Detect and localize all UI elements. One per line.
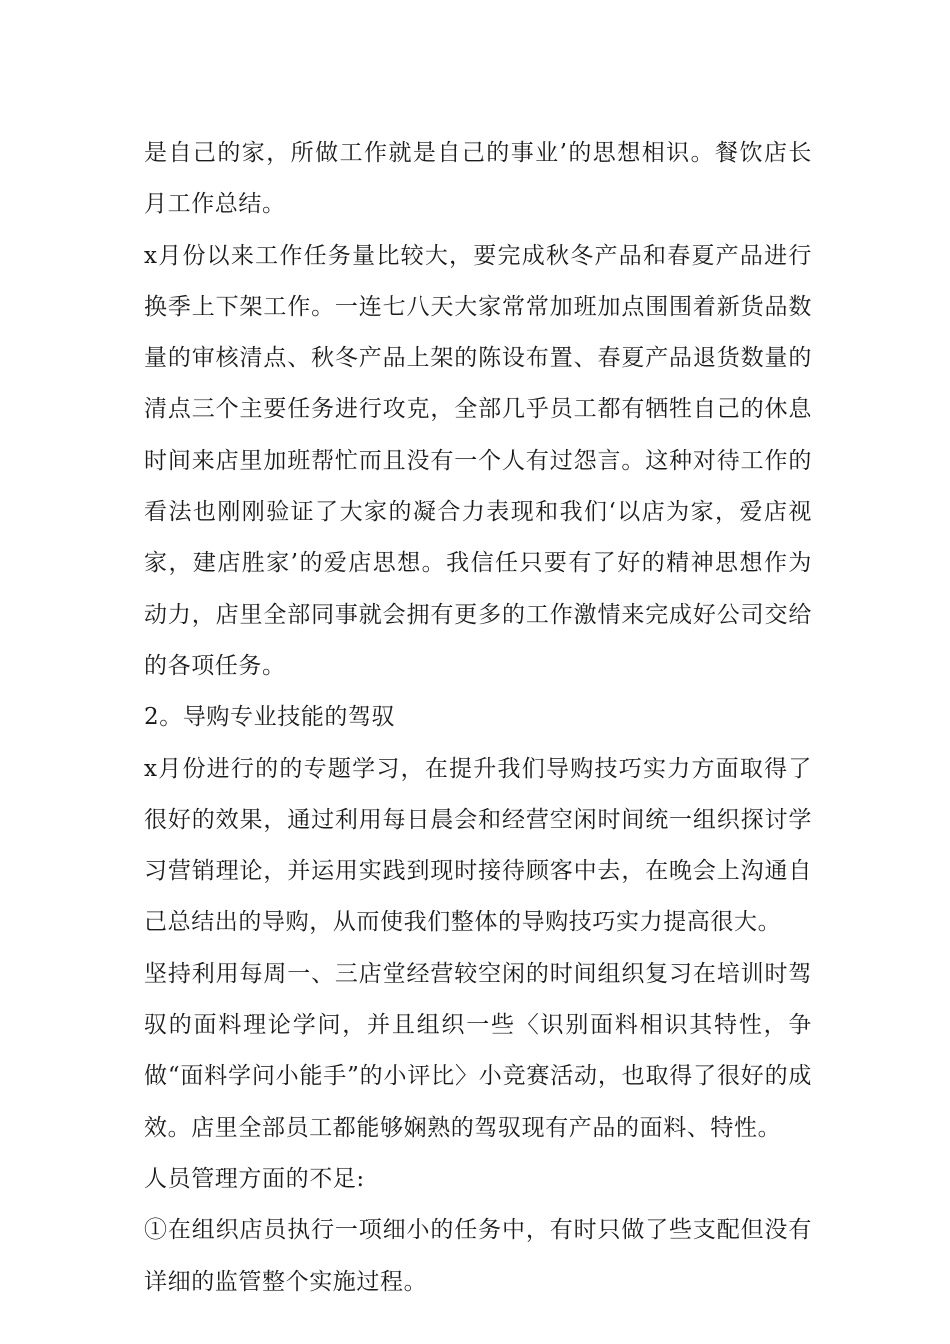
paragraph-season-change-work: x月份以来工作任务量比较大，要完成秋冬产品和春夏产品进行换季上下架工作。一连七八天大家常常加班加点围围着新货品数量的审核清点、秋冬产品上架的陈设布置、春夏产品退货数量的清点三个主要任务进行攻克，全部几乎员工都有牺牲自己的休息时间来店里加班帮忙而且没有一个人有过怨言。这种对待工作的看法也刚刚验证了大家的凝合力表现和我们‘以店为家，爱店视家，建店胜家’的爱店思想。我信任只要有了好的精神思想作为动力，店里全部同事就会拥有更多的工作激情来完成好公司交给的各项任务。 (144, 242, 812, 679)
paragraph-fabric-training: 坚持利用每周一、三店堂经营较空闲的时间组织复习在培训时驾驭的面料理论学问，并且组织一些〈识别面料相识其特性，争做“面料学问小能手”的小评比〉小竞赛活动，也取得了很好的成效。店里全部员工都能够娴熟的驾驭现有产品的面料、特性。 (144, 960, 812, 1141)
paragraph-shortcoming-1: ①在组织店员执行一项细小的任务中，有时只做了些支配但没有详细的监管整个实施过程。 (144, 1217, 812, 1295)
paragraph-topic-study: x月份进行的的专题学习，在提升我们导购技巧实力方面取得了很好的效果，通过利用每日晨会和经营空闲时间统一组织探讨学习营销理论，并运用实践到现时接待顾客中去，在晚会上沟通自己总结出的导购，从而使我们整体的导购技巧实力提高很大。 (144, 755, 812, 936)
section-heading-sales-skills: 2。导购专业技能的驾驭 (144, 704, 396, 731)
paragraph-continuation: 是自己的家，所做工作就是自己的事业’的思想相识。餐饮店长月工作总结。 (144, 140, 812, 218)
section-heading-management-shortcomings: 人员管理方面的不足: (144, 1165, 365, 1192)
document-body (144, 128, 812, 1308)
